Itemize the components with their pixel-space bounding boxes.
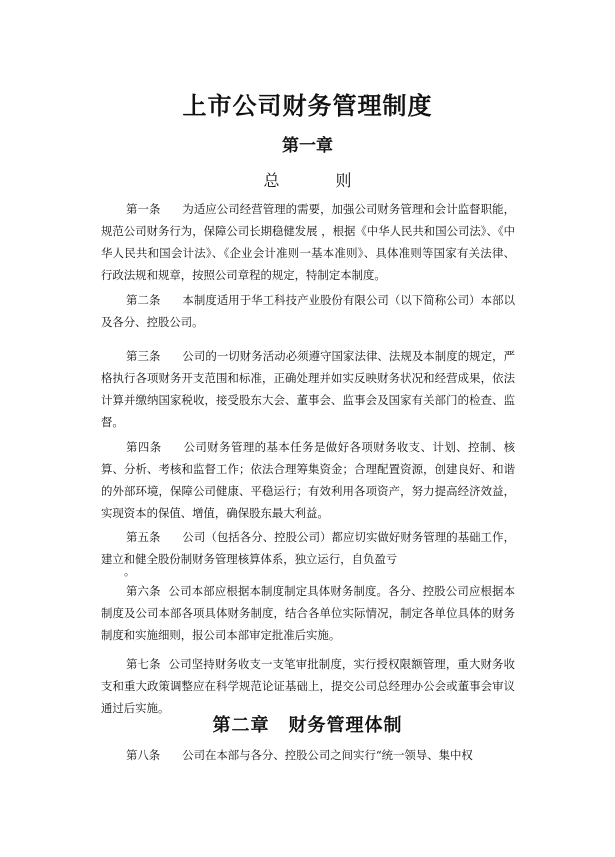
article-6: [101, 580, 515, 646]
article-7: [101, 653, 515, 719]
chapter-heading-1: 第一章: [282, 136, 333, 156]
article-text: 为适应公司经营管理的需要，加强公司财务管理和会计监督职能，规范公司财务行为，保障公司长期稳健发展 ，根据《中华人民共和国公司法》、《中华人民共和国会计法》、《企业会计准则一基本准则》、具体准则等国家有关法律、行政法规和规章，按照公司章程的规定，特制定本制度。: [101, 202, 515, 282]
document-title: 上市公司财务管理制度: [182, 92, 433, 120]
chapter-heading-2: 第二章 财务管理体制: [212, 715, 403, 736]
article-3: [101, 345, 515, 433]
article-8: [101, 744, 515, 766]
article-1: [101, 198, 515, 286]
article-text: 公司本部应根据本制度制定具体财务制度。各分、控股公司应根据本制度及公司本部各项具体财务制度，结合各单位实际情况，制定各单位具体的财务制度和实施细则，报公司本部审定批准后实施。: [101, 584, 515, 642]
article-4: [101, 436, 515, 524]
article-number: 第一条: [126, 202, 161, 216]
article-2: [101, 289, 515, 333]
article-text: 本制度适用于华工科技产业股份有限公司（以下简称公司）本部以及各分、控股公司。: [101, 293, 515, 329]
article-number: 第三条: [126, 349, 161, 363]
article-5-trailing-mark: 。: [124, 565, 135, 578]
article-5: [101, 526, 515, 570]
article-text: 公司（包括各分、控股公司）都应切实做好财务管理的基础工作，建立和健全股份制财务管理核算体系，独立运行，自负盈亏: [101, 530, 515, 566]
article-number: 第二条: [126, 293, 161, 307]
section-heading-general: 总 则: [263, 171, 372, 190]
article-text: 公司在本部与各分、控股公司之间实行“统一领导、集中权: [182, 748, 473, 762]
article-text: 公司财务管理的基本任务是做好各项财务收支、计划、控制、核算、分析、考核和监督工作；依法合理筹集资金；合理配置资源，创建良好、和谐的外部环境，保障公司健康、平稳运行；有效利用各项资产，努力提高经济效益，实现资本的保值、增值，确保股东最大利益。: [101, 440, 515, 520]
article-number: 第四条: [126, 440, 162, 454]
article-number: 第八条: [126, 748, 161, 762]
article-text: 公司坚持财务收支一支笔审批制度，实行授权限额管理，重大财务收支和重大政策调整应在科学规范论证基础上，提交公司总经理办公会或董事会审议通过后实施。: [101, 657, 515, 715]
article-number: 第七条: [126, 657, 161, 671]
article-number: 第五条: [126, 530, 161, 544]
article-text: 公司的一切财务活动必须遵守国家法律、法规及本制度的规定，严格执行各项财务开支范围和标准，正确处理并如实反映财务状况和经营成果，依法计算并缴纳国家税收，接受股东大会、董事会、监事会及国家有关部门的检查、监督。: [101, 349, 515, 429]
article-number: 第六条: [126, 584, 161, 598]
